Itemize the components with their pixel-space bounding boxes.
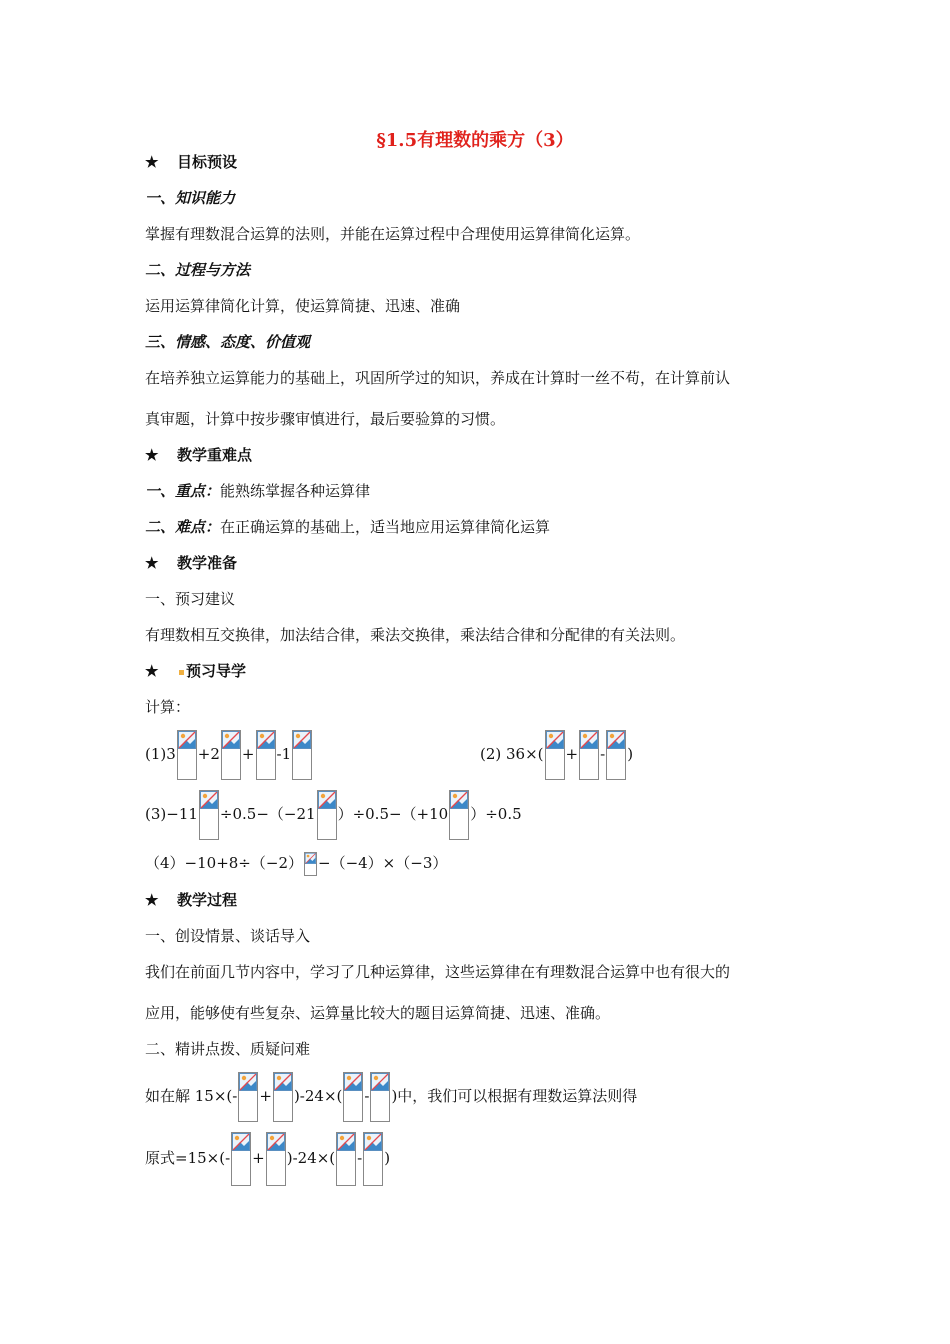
q3-text: ÷0.5−（−21: [219, 805, 316, 823]
section-keypoints: [145, 445, 252, 465]
section-goals: [145, 152, 237, 172]
q1-text: +2: [197, 745, 220, 763]
fraction-image: [606, 730, 626, 780]
fraction-image: [336, 1132, 356, 1186]
section-heading: 预习导学: [186, 662, 247, 680]
section-preparation: [145, 553, 237, 573]
star-icon: ★: [145, 153, 159, 171]
difficulty-text: 在正确运算的基础上，适当地应用运算律简化运算: [220, 518, 551, 536]
fraction-image: [273, 1072, 293, 1122]
ex1-text: 如在解 15×(-: [145, 1087, 238, 1105]
section-heading: 目标预设: [177, 153, 238, 171]
star-icon: ★: [145, 446, 159, 464]
fraction-image: [238, 1072, 258, 1122]
calc-label: 计算：: [145, 698, 191, 716]
question-1: [145, 730, 313, 780]
prep-text: 有理数相互交换律，加法结合律，乘法交换律，乘法结合律和分配律的有关法则。: [145, 626, 686, 644]
ex1-text: -: [364, 1087, 370, 1105]
ex2-text: )-24×(: [286, 1149, 336, 1167]
q1-text: (1)3: [145, 745, 176, 763]
keypoint-label: 一、重点：: [145, 482, 221, 500]
step2-heading: 二、精讲点拨、质疑问难: [145, 1040, 311, 1058]
fraction-image: [317, 790, 337, 840]
section-process: [145, 890, 237, 910]
step1-text-1: 我们在前面几节内容中，学习了几种运算律，这些运算律在有理数混合运算中也有很大的: [145, 963, 731, 981]
q1-text: +: [241, 745, 255, 763]
star-icon: ★: [145, 662, 159, 680]
subheading-knowledge: 一、知识能力: [145, 189, 236, 207]
ex1-text: )-24×(: [293, 1087, 343, 1105]
question-4: [145, 852, 447, 876]
q2-text: (2) 36×(: [480, 745, 544, 763]
q1-text: -1: [276, 745, 292, 763]
paragraph-process: 运用运算律简化计算，使运算简捷、迅速、准确: [145, 297, 461, 315]
star-icon: ★: [145, 891, 159, 909]
subheading-process: 二、过程与方法: [145, 261, 251, 279]
ex2-text: -: [357, 1149, 363, 1167]
star-icon: ★: [145, 554, 159, 572]
q2-text: -: [600, 745, 606, 763]
ex2-text: ): [384, 1149, 391, 1167]
q3-text: ）÷0.5−（+10: [337, 805, 449, 823]
fraction-image: [343, 1072, 363, 1122]
question-3: [145, 790, 522, 840]
fraction-image: [292, 730, 312, 780]
paragraph-knowledge: 掌握有理数混合运算的法则，并能在运算过程中合理使用运算律简化运算。: [145, 225, 641, 243]
fraction-image: [221, 730, 241, 780]
q4-text: （4）−10+8÷（−2）: [145, 854, 303, 872]
fraction-image: [266, 1132, 286, 1186]
fraction-image: [231, 1132, 251, 1186]
fraction-image: [304, 852, 317, 876]
q3-text: (3)−11: [145, 805, 198, 823]
step1-heading: 一、创设情景、谈话导入: [145, 927, 311, 945]
prep-heading: 一、预习建议: [145, 590, 236, 608]
fraction-image: [545, 730, 565, 780]
example-2: [145, 1132, 390, 1186]
page-title: §1.5有理数的乘方（3）: [376, 130, 574, 151]
ex2-text: 原式=15×(-: [145, 1149, 231, 1167]
section-preview: [145, 661, 246, 681]
fraction-image: [256, 730, 276, 780]
difficulty-label: 二、难点：: [145, 518, 221, 536]
ex1-text: )中，我们可以根据有理数运算法则得: [391, 1087, 638, 1105]
keypoint-text: 能熟练掌握各种运算律: [220, 482, 371, 500]
q2-text: +: [565, 745, 579, 763]
marker-icon: [179, 670, 184, 675]
ex2-text: +: [252, 1149, 265, 1167]
fraction-image: [363, 1132, 383, 1186]
fraction-image: [370, 1072, 390, 1122]
difficulty-line: [145, 517, 550, 537]
ex1-text: +: [259, 1087, 272, 1105]
q2-text: ): [627, 745, 634, 763]
section-heading: 教学过程: [177, 891, 238, 909]
q4-text: −（−4）×（−3）: [318, 854, 448, 872]
keypoint-line: [145, 481, 370, 501]
subheading-emotion: 三、情感、态度、价值观: [145, 333, 311, 351]
fraction-image: [579, 730, 599, 780]
paragraph-emotion-2: 真审题，计算中按步骤审慎进行，最后要验算的习惯。: [145, 410, 506, 428]
fraction-image: [177, 730, 197, 780]
step1-text-2: 应用，能够使有些复杂、运算量比较大的题目运算简捷、迅速、准确。: [145, 1004, 611, 1022]
question-2: [480, 730, 633, 780]
fraction-image: [449, 790, 469, 840]
section-heading: 教学准备: [177, 554, 238, 572]
section-heading: 教学重难点: [177, 446, 253, 464]
q3-text: ）÷0.5: [470, 805, 522, 823]
example-1: [145, 1072, 637, 1122]
paragraph-emotion-1: 在培养独立运算能力的基础上，巩固所学过的知识，养成在计算时一丝不苟，在计算前认: [145, 369, 731, 387]
fraction-image: [199, 790, 219, 840]
